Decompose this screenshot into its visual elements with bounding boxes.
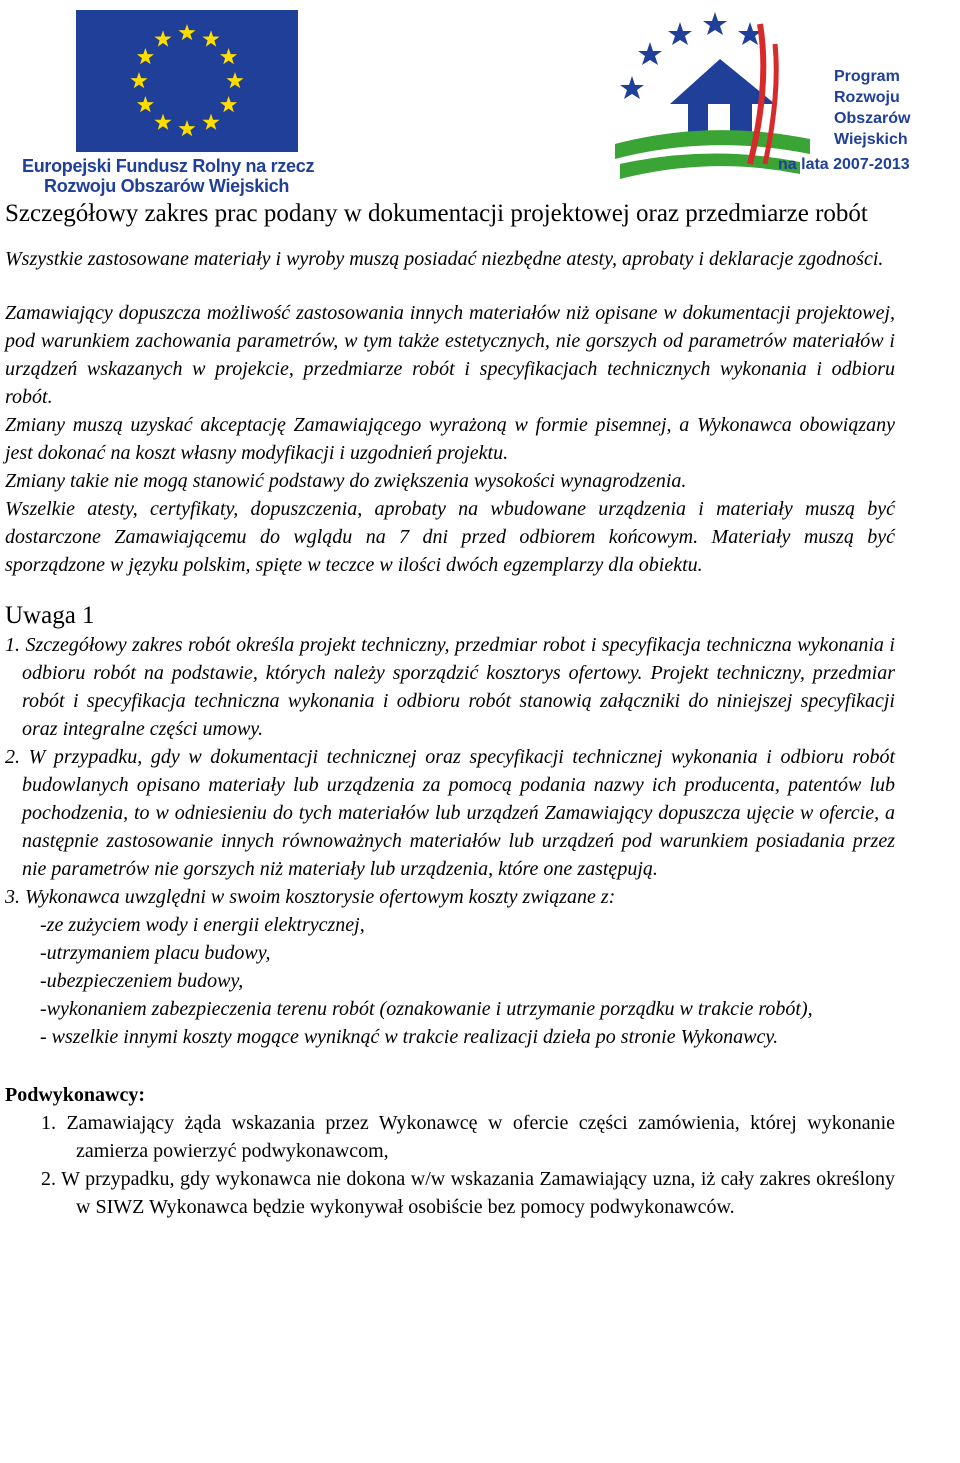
- eu-caption-line1: Europejski Fundusz Rolny na rzecz: [22, 156, 315, 176]
- document-body: [5, 198, 895, 1221]
- eu-star-icon: [137, 96, 154, 112]
- uwaga-heading: Uwaga 1: [5, 602, 95, 629]
- paragraph-4: Wszelkie atesty, certyfikaty, dopuszczenia, aprobaty na wbudowane urządzenia i materiały muszą być dostarczone Zamawiającemu do wglądu na 7 dni przed odbiorem końcowym. Materiały muszą być sporządzone w języku polskim, spięte w teczce w ilości dwóch egzemplarzy dla obiektu.: [5, 498, 895, 576]
- prow-line4: Wiejskich: [834, 131, 908, 148]
- eu-star-icon: [202, 114, 219, 130]
- eu-stars-icon: [76, 10, 298, 152]
- subcontractors-item-1: 1. Zamawiający żąda wskazania przez Wykonawcę w ofercie części zamówienia, której wykonanie zamierza powierzyć podwykonawcom,: [41, 1112, 895, 1162]
- paragraph-2: Zmiany muszą uzyskać akceptację Zamawiającego wyrażoną w formie pisemnej, a Wykonawca obowiązany jest dokonać na koszt własny modyfikacji i uzgodnień projektu.: [5, 414, 895, 464]
- intro-paragraph: Wszystkie zastosowane materiały i wyroby muszą posiadać niezbędne atesty, aprobaty i deklaracje zgodności.: [5, 248, 884, 270]
- eu-star-icon: [178, 120, 195, 136]
- eu-fund-logo: [22, 8, 332, 196]
- uwaga-item-2: 2. W przypadku, gdy w dokumentacji technicznej oraz specyfikacji technicznej wykonania i odbioru robót budowlanych opisano materiały lub urządzenia za pomocą podania nazwy ich producenta, patentów lub pochodzenia, to w odniesieniu do tych materiałów lub urządzeń Zamawiający dopuszcza ujęcie w ofercie, a następnie zastosowanie innych równoważnych materiałów lub urządzeń pod warunkiem posiadania przez nie parametrów nie gorszych niż materiały lub urządzenia, które one zastępują.: [5, 746, 895, 880]
- eu-star-icon: [226, 72, 243, 88]
- paragraph-1: Zamawiający dopuszcza możliwość zastosowania innych materiałów niż opisane w dokumentacji projektowej, pod warunkiem zachowania parametrów, w tym także estetycznych, nie gorszych od parametrów materiałów i urządzeń wskazanych w projekcie, przedmiarze robót i specyfikacjach technicznych wykonania i odbioru robót.: [5, 302, 895, 408]
- prow-line1: Program: [834, 68, 900, 85]
- prow-line2: Rozwoju: [834, 89, 900, 106]
- eu-star-icon: [202, 30, 219, 46]
- cost-item-5: - wszelkie innymi koszty mogące wyniknąć w trakcie realizacji dzieła po stronie Wykonawcy.: [40, 1026, 779, 1048]
- document-title: Szczegółowy zakres prac podany w dokumentacji projektowej oraz przedmiarze robót: [5, 200, 868, 227]
- eu-logo-caption: [22, 156, 332, 196]
- conditions-block: [5, 299, 895, 579]
- uwaga-item-3: 3. Wykonawca uwzględni w swoim kosztorysie ofertowym koszty związane z:: [5, 886, 616, 908]
- eu-star-icon: [137, 48, 154, 64]
- cost-item-1: -ze zużyciem wody i energii elektrycznej,: [40, 914, 365, 936]
- prow-years: na lata 2007-2013: [778, 156, 910, 173]
- eu-star-icon: [220, 48, 237, 64]
- subcontractors-heading: Podwykonawcy:: [5, 1084, 146, 1106]
- eu-star-icon: [154, 114, 171, 130]
- cost-item-3: -ubezpieczeniem budowy,: [40, 970, 244, 992]
- paragraph-3: Zmiany takie nie mogą stanowić podstawy do zwiększenia wysokości wynagrodzenia.: [5, 470, 687, 492]
- subcontractors-list: [5, 1109, 895, 1221]
- prow-line3: Obszarów: [834, 110, 911, 127]
- eu-flag-image: [76, 10, 298, 152]
- eu-star-icon: [178, 24, 195, 40]
- eu-star-icon: [220, 96, 237, 112]
- prow-logo: [610, 4, 930, 189]
- uwaga-list: [5, 631, 895, 1051]
- subcontractors-item-2: 2. W przypadku, gdy wykonawca nie dokona w/w wskazania Zamawiający uzna, iż cały zakres określony w SIWZ Wykonawca będzie wykonywał osobiście bez pomocy podwykonawców.: [41, 1168, 895, 1218]
- eu-star-icon: [154, 30, 171, 46]
- eu-caption-line2: Rozwoju Obszarów Wiejskich: [44, 176, 290, 196]
- page-header: [0, 0, 960, 195]
- prow-caption: [834, 66, 910, 150]
- cost-item-4: -wykonaniem zabezpieczenia terenu robót (oznakowanie i utrzymanie porządku w trakcie robót),: [40, 998, 813, 1020]
- eu-star-icon: [130, 72, 147, 88]
- cost-item-2: -utrzymaniem placu budowy,: [40, 942, 271, 964]
- uwaga-item-1: 1. Szczegółowy zakres robót określa projekt techniczny, przedmiar robot i specyfikacja techniczna wykonania i odbioru robót na podstawie, których należy sporządzić kosztorys ofertowy. Projekt techniczny, przedmiar robót i specyfikacja techniczna wykonania i odbioru robót stanowią załączniki do niniejszej specyfikacji oraz integralne części umowy.: [5, 634, 895, 740]
